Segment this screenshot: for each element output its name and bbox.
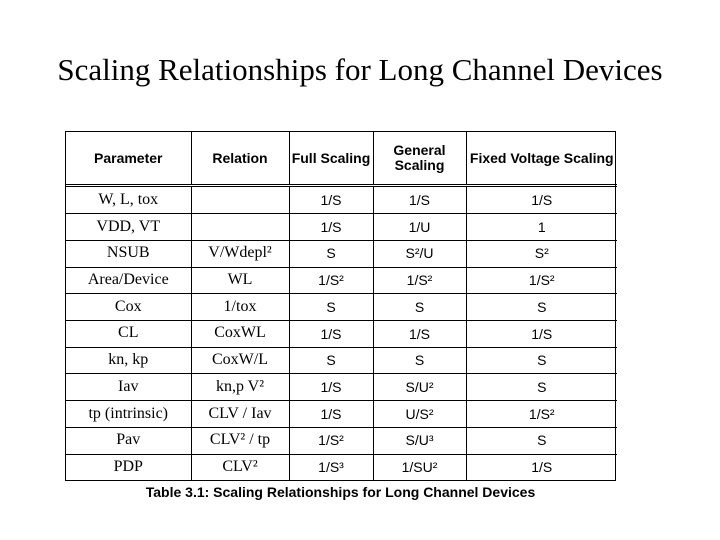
param-cell: tp (intrinsic) <box>66 401 191 428</box>
fixed-voltage-cell: S <box>466 427 617 454</box>
full-scaling-cell: 1/S <box>289 321 373 348</box>
table-row <box>66 401 617 428</box>
full-scaling-cell: 1/S <box>289 186 373 214</box>
table-row <box>66 214 617 241</box>
relation-cell: WL <box>191 267 289 294</box>
relation-cell: CLV² <box>191 454 289 480</box>
fixed-voltage-cell: 1/S <box>466 454 617 480</box>
full-scaling-cell: 1/S <box>289 214 373 241</box>
table-row <box>66 347 617 374</box>
table-row <box>66 454 617 480</box>
general-scaling-cell: 1/U <box>373 214 466 241</box>
general-scaling-cell: U/S² <box>373 401 466 428</box>
header-full-scaling: Full Scaling <box>289 132 373 186</box>
general-scaling-cell: 1/S <box>373 186 466 214</box>
general-scaling-cell: S <box>373 294 466 321</box>
header-fixed-voltage-scaling: Fixed Voltage Scaling <box>466 132 617 186</box>
slide-title: Scaling Relationships for Long Channel Devices <box>57 52 663 87</box>
relation-cell <box>191 214 289 241</box>
param-cell: NSUB <box>66 240 191 267</box>
relation-cell: 1/tox <box>191 294 289 321</box>
param-cell: CL <box>66 321 191 348</box>
fixed-voltage-cell: S <box>466 347 617 374</box>
table-row <box>66 321 617 348</box>
general-scaling-cell: S <box>373 347 466 374</box>
fixed-voltage-cell: S² <box>466 240 617 267</box>
general-scaling-cell: 1/S <box>373 321 466 348</box>
fixed-voltage-cell: S <box>466 374 617 401</box>
general-scaling-cell: 1/SU² <box>373 454 466 480</box>
scaling-table-container <box>65 131 616 481</box>
full-scaling-cell: 1/S <box>289 401 373 428</box>
relation-cell: CoxW/L <box>191 347 289 374</box>
scaling-table <box>66 132 617 480</box>
fixed-voltage-cell: S <box>466 294 617 321</box>
relation-cell <box>191 186 289 214</box>
param-cell: PDP <box>66 454 191 480</box>
relation-cell: kn,p V² <box>191 374 289 401</box>
general-scaling-cell: S²/U <box>373 240 466 267</box>
table-row <box>66 267 617 294</box>
param-cell: W, L, tox <box>66 186 191 214</box>
full-scaling-cell: S <box>289 347 373 374</box>
header-general-scaling: General Scaling <box>373 132 466 186</box>
param-cell: VDD, VT <box>66 214 191 241</box>
general-scaling-cell: S/U³ <box>373 427 466 454</box>
general-scaling-cell: 1/S² <box>373 267 466 294</box>
table-row <box>66 374 617 401</box>
full-scaling-cell: S <box>289 294 373 321</box>
table-caption: Table 3.1: Scaling Relationships for Long Channel Devices <box>145 484 536 500</box>
relation-cell: CoxWL <box>191 321 289 348</box>
header-parameter: Parameter <box>66 132 191 186</box>
fixed-voltage-cell: 1/S <box>466 186 617 214</box>
general-scaling-cell: S/U² <box>373 374 466 401</box>
fixed-voltage-cell: 1/S <box>466 321 617 348</box>
header-relation: Relation <box>191 132 289 186</box>
fixed-voltage-cell: 1/S² <box>466 401 617 428</box>
relation-cell: V/Wdepl² <box>191 240 289 267</box>
fixed-voltage-cell: 1/S² <box>466 267 617 294</box>
param-cell: Area/Device <box>66 267 191 294</box>
fixed-voltage-cell: 1 <box>466 214 617 241</box>
full-scaling-cell: 1/S <box>289 374 373 401</box>
full-scaling-cell: S <box>289 240 373 267</box>
table-row <box>66 186 617 214</box>
relation-cell: CLV² / tp <box>191 427 289 454</box>
full-scaling-cell: 1/S² <box>289 427 373 454</box>
full-scaling-cell: 1/S² <box>289 267 373 294</box>
param-cell: Cox <box>66 294 191 321</box>
param-cell: kn, kp <box>66 347 191 374</box>
table-row <box>66 294 617 321</box>
param-cell: Pav <box>66 427 191 454</box>
relation-cell: CLV / Iav <box>191 401 289 428</box>
full-scaling-cell: 1/S³ <box>289 454 373 480</box>
table-row <box>66 240 617 267</box>
table-header-row <box>66 132 617 186</box>
table-row <box>66 427 617 454</box>
param-cell: Iav <box>66 374 191 401</box>
